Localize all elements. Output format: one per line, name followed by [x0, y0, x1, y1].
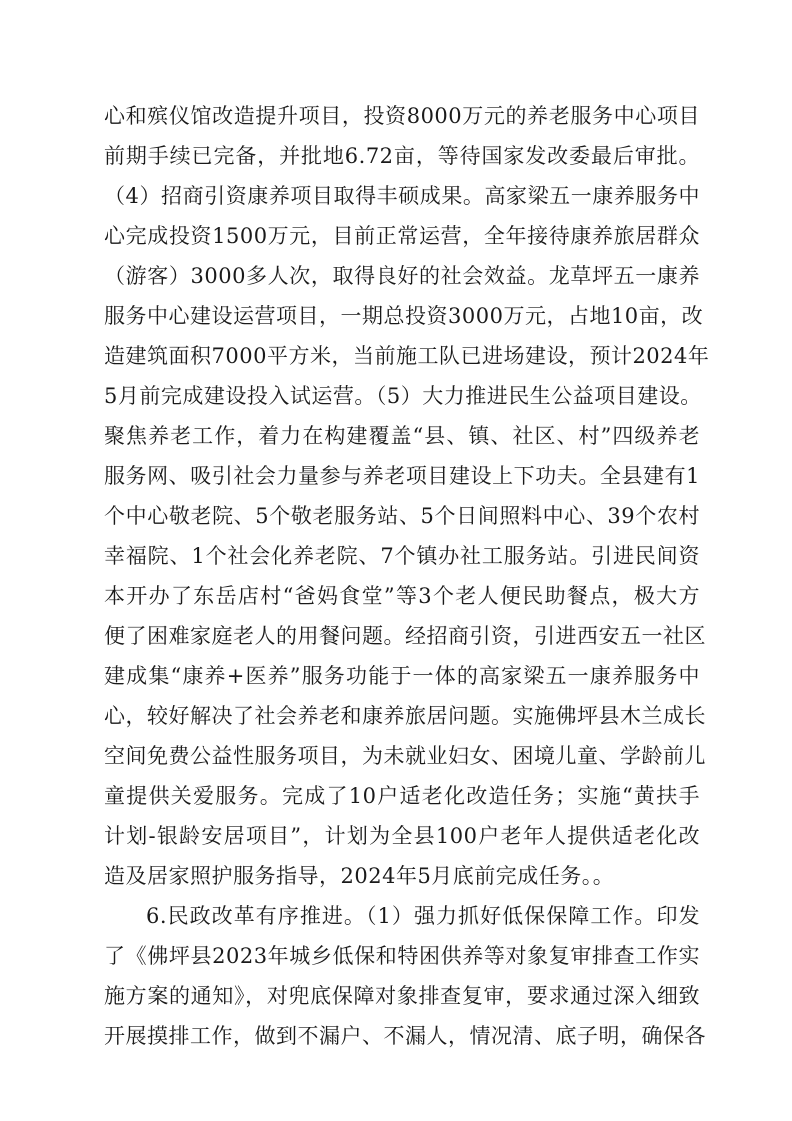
text-line: 聚焦养老工作，着力在构建覆盖“县、镇、社区、村”四级养老: [104, 424, 700, 448]
text-line: 开展摸排工作，做到不漏户、不漏人，情况清、底子明，确保各: [104, 1024, 706, 1048]
paragraph-first-line: 6.民政改革有序推进。（1）强力抓好低保保障工作。印发: [146, 904, 700, 928]
text-line: 童提供关爱服务。完成了10户适老化改造任务；实施“黄扶手: [104, 784, 700, 808]
text-line: 了《佛坪县2023年城乡低保和特困供养等对象复审排查工作实: [104, 944, 700, 968]
text-line: 心完成投资1500万元，目前正常运营，全年接待康养旅居群众: [104, 224, 700, 248]
text-line: 前期手续已完备，并批地6.72亩，等待国家发改委最后审批。: [104, 144, 700, 168]
text-line: 服务中心建设运营项目，一期总投资3000万元，占地10亩，改: [104, 304, 704, 328]
text-line: 空间免费公益性服务项目，为未就业妇女、困境儿童、学龄前儿: [104, 744, 706, 768]
text-line: 5月前完成建设投入试运营。（5）大力推进民生公益项目建设。: [104, 384, 702, 408]
text-line: 施方案的通知》，对兜底保障对象排查复审，要求通过深入细致: [104, 984, 700, 1008]
text-line: （游客）3000多人次，取得良好的社会效益。龙草坪五一康养: [104, 264, 700, 288]
text-line: 造建筑面积7000平方米，当前施工队已进场建设，预计2024年: [104, 344, 710, 368]
text-line: 心，较好解决了社会养老和康养旅居问题。实施佛坪县木兰成长: [104, 704, 706, 728]
text-line: （4）招商引资康养项目取得丰硕成果。高家梁五一康养服务中: [104, 184, 700, 208]
text-line: 服务网、吸引社会力量参与养老项目建设上下功夫。全县建有1: [104, 464, 700, 488]
text-line: 计划-银龄安居项目”，计划为全县100户老年人提供适老化改: [104, 824, 700, 848]
text-line: 造及居家照护服务指导，2024年5月底前完成任务。。: [104, 864, 615, 888]
text-line: 本开办了东岳店村“爸妈食堂”等3个老人便民助餐点，极大方: [104, 584, 700, 608]
text-line: 便了困难家庭老人的用餐问题。经招商引资，引进西安五一社区: [104, 624, 706, 648]
text-line: 个中心敬老院、5个敬老服务站、5个日间照料中心、39个农村: [104, 504, 700, 528]
text-line: 建成集“康养+医养”服务功能于一体的高家梁五一康养服务中: [104, 664, 700, 688]
text-line: 幸福院、1个社会化养老院、7个镇办社工服务站。引进民间资: [104, 544, 700, 568]
text-line: 心和殡仪馆改造提升项目，投资8000万元的养老服务中心项目: [104, 104, 700, 128]
